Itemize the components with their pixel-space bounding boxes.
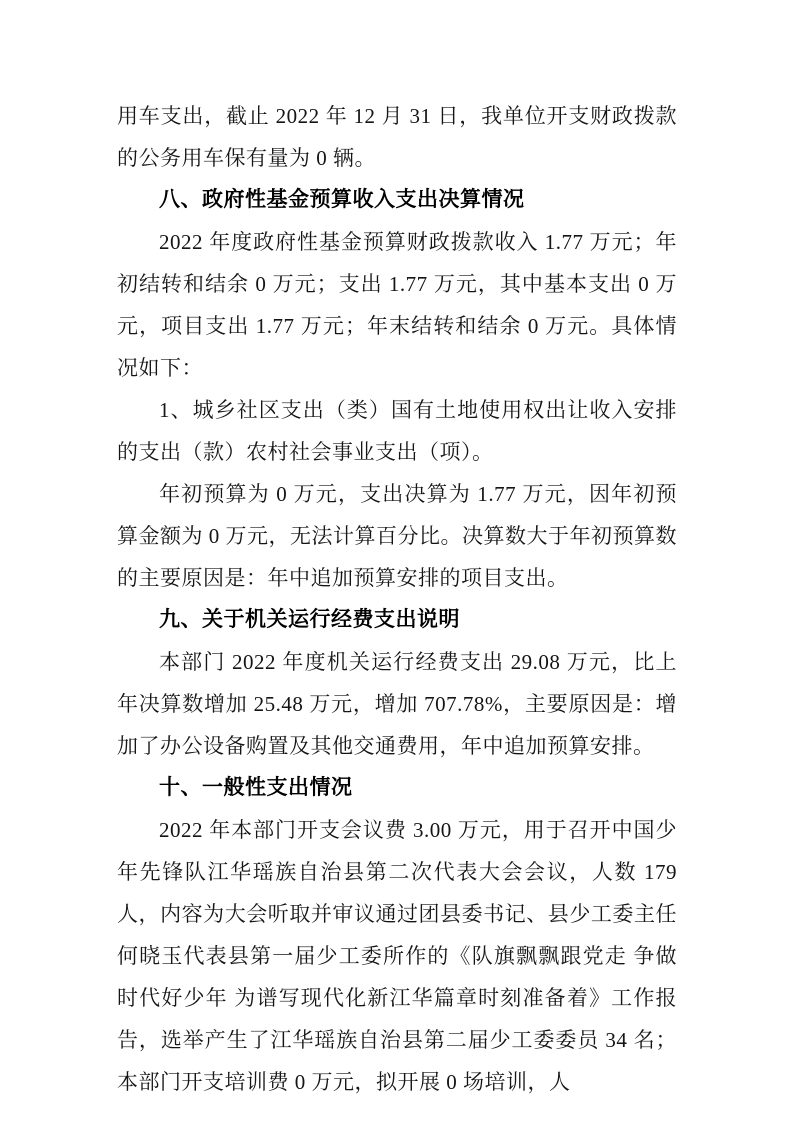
para-official-vehicle-carryover: 用车支出，截止 2022 年 12 月 31 日，我单位开支财政拨款的公务用车保有量为 0 辆。 [117, 104, 677, 170]
heading-section-8-government-fund-budget: 八、政府性基金预算收入支出决算情况 [159, 188, 525, 211]
document-body [117, 95, 677, 1103]
para-budget-vs-final-comparison: 年初预算为 0 万元，支出决算为 1.77 万元，因年初预算金额为 0 万元，无法计算百分比。决算数大于年初预算数的主要原因是：年中追加预算安排的项目支出。 [117, 482, 677, 590]
heading-section-9-operating-expense: 九、关于机关运行经费支出说明 [159, 608, 460, 631]
para-operating-expense-detail: 本部门 2022 年度机关运行经费支出 29.08 万元，比上年决算数增加 25.48 万元，增加 707.78%，主要原因是：增加了办公设备购置及其他交通费用，年中追加预算安排。 [117, 650, 677, 758]
heading-section-10-general-expenditure: 十、一般性支出情况 [159, 776, 353, 799]
para-urban-rural-community-expenditure-item: 1、城乡社区支出（类）国有土地使用权出让收入安排的支出（款）农村社会事业支出（项）。 [117, 398, 677, 464]
para-gov-fund-summary: 2022 年度政府性基金预算财政拨款收入 1.77 万元；年初结转和结余 0 万元；支出 1.77 万元，其中基本支出 0 万元，项目支出 1.77 万元；年末结转和结余 0 万元。具体情况如下： [117, 230, 677, 380]
para-general-expenditure-detail: 2022 年本部门开支会议费 3.00 万元，用于召开中国少年先锋队江华瑶族自治县第二次代表大会会议，人数 179 人，内容为大会听取并审议通过团县委书记、县少工委主任何晓玉代表县第一届少工委所作的《队旗飘飘跟党走 争做时代好少年 为谱写现代化新江华篇章时刻准备着》工作报告，选举产生了江华瑶族自治县第二届少工委委员 34 名；本部门开支培训费 0 万元，拟开展 0 场培训，人 [117, 818, 677, 1094]
